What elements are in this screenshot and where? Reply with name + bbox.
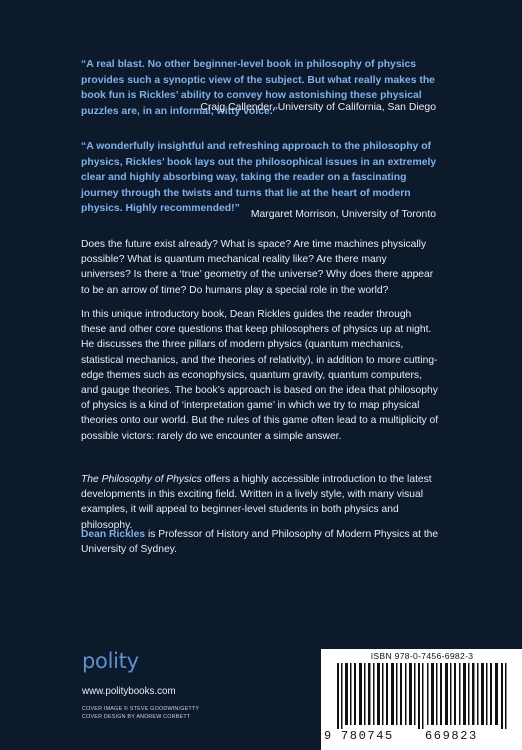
- blurb-summary: [81, 472, 439, 533]
- author-bio-text: is Professor of History and Philosophy of Modern Physics at the University of Sydney.: [81, 529, 439, 556]
- isbn-label: ISBN 978-0-7456-6982-3: [370, 651, 474, 661]
- cover-design-credit: COVER DESIGN BY ANDREW CORBETT: [82, 714, 191, 720]
- blurb-questions: Does the future exist already? What is space? Are time machines physically possible? What is quantum mechanical reality like? Are there many universes? Is there a ‘true’ geometry of the universe? Why does there appear to be an arrow of time? Do humans play a special role in the world?: [81, 239, 434, 296]
- barcode-digits-left: 780745: [341, 729, 394, 743]
- endorsement-attribution-2: Margaret Morrison, University of Toronto: [250, 209, 436, 220]
- barcode-first-digit: 9: [324, 729, 332, 743]
- author-name: Dean Rickles: [81, 529, 146, 540]
- blurb-description: In this unique introductory book, Dean Rickles guides the reader through these and other core questions that keep philosophers of physics up at night. He discusses the three pillars of modern physics (quantum mechanics, statistical mechanics, and the theories of relativity), in addition to more cutting-edge themes such as econophysics, quantum gravity, quantum computers, and gauge theories. The book’s approach is based on the idea that philosophy of physics is a kind of ‘interpretation game’ in which we try to map physical theories onto our world. But the rules of this game often lead to a multiplicity of possible victors: rarely do we encounter a simple answer.: [81, 309, 439, 442]
- publisher-url: www.politybooks.com: [82, 686, 176, 697]
- author-bio: [81, 527, 439, 557]
- cover-image-credit: COVER IMAGE © STEVE GOODWIN/GETTY: [82, 706, 200, 712]
- endorsement-attribution-1: Craig Callender, University of California, San Diego: [200, 102, 436, 113]
- barcode-panel: [321, 649, 522, 750]
- endorsement-quote-2: “A wonderfully insightful and refreshing approach to the philosophy of physics, Rickles’ book lays out the philosophical issues in an extremely clear and highly absorbing way, taking the reader on a fascinating journey through the twists and turns that lie at the heart of modern physics. Highly recommended!”: [81, 141, 437, 215]
- barcode-icon: [331, 663, 513, 729]
- barcode-digits-right: 669823: [425, 729, 478, 743]
- publisher-logo: polity: [82, 649, 139, 673]
- book-title: The Philosophy of Physics: [81, 474, 202, 485]
- blurb-summary-text: offers a highly accessible introduction to the latest developments in this exciting field. Written in a lively style, with many visual examples, it will appeal to beginner-level students in both physics and philosophy.: [81, 474, 432, 531]
- endorsement-quote-1: “A real blast. No other beginner-level book in philosophy of physics provides such a synoptic view of the subject. But what really makes the book fun is Rickles’ ability to convey how astonishing these physical puzzles are, in an informal, witty voice.”: [81, 59, 435, 117]
